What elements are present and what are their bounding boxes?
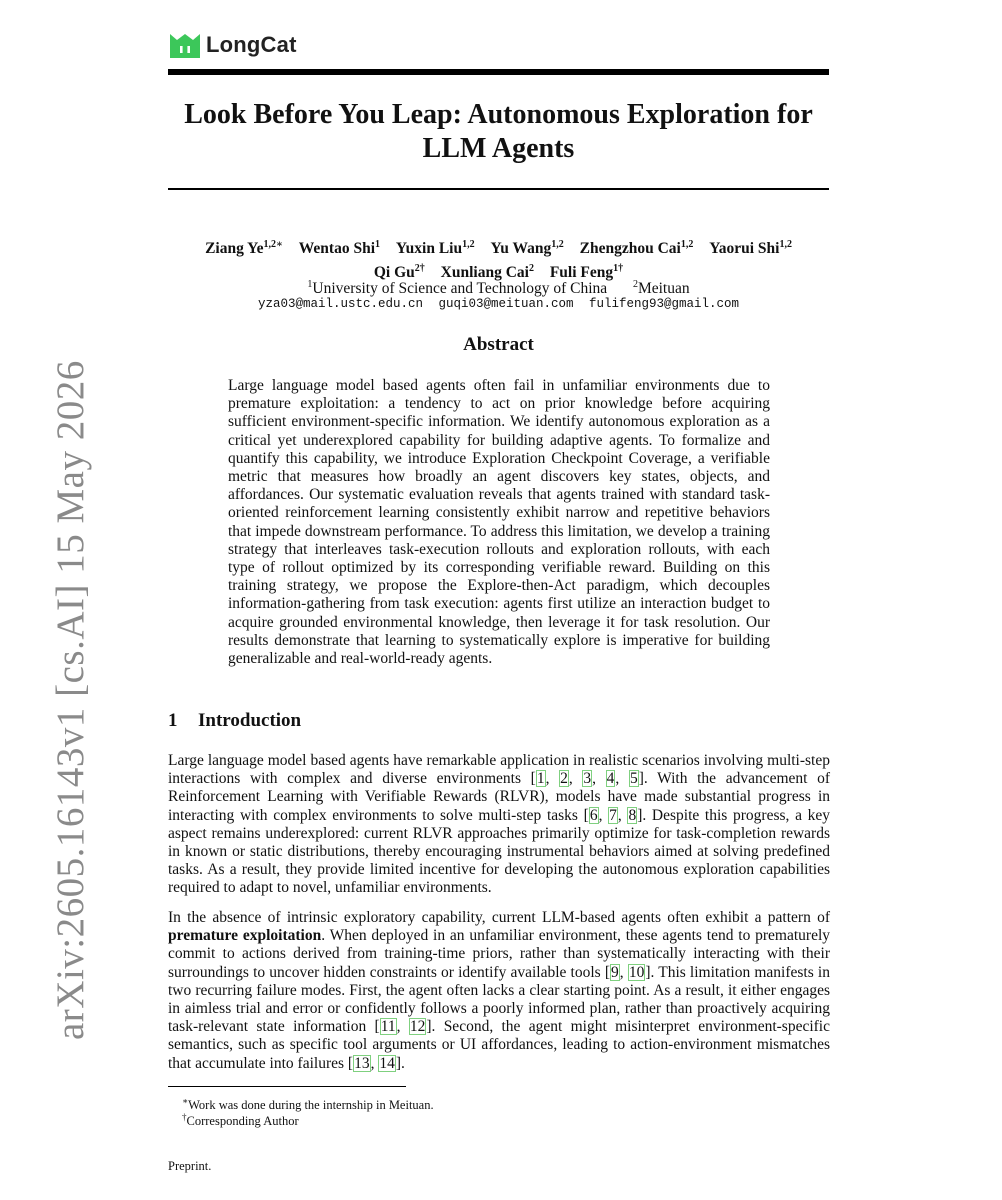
section-heading <box>168 710 301 732</box>
paper-title <box>168 98 829 166</box>
citation-link[interactable]: 9 <box>611 963 619 981</box>
citation-link[interactable]: 6 <box>589 806 598 824</box>
citation-link[interactable]: 14 <box>379 1054 395 1072</box>
title-rule <box>168 188 829 190</box>
longcat-logo <box>168 30 297 60</box>
author: Xunliang Cai$^2$ <box>440 263 534 282</box>
title-line-2: LLM Agents <box>422 133 575 164</box>
cat-logo-icon <box>168 31 202 59</box>
citation-link[interactable]: 3 <box>583 770 592 788</box>
brand-name: LongCat <box>206 32 297 57</box>
author: Zhengzhou Cai$^{1,2}$ <box>579 239 694 258</box>
abstract-heading: Abstract <box>463 334 534 355</box>
citation-link[interactable]: 5 <box>629 770 638 788</box>
abstract-text: Large language model based agents often fail in unfamiliar environments due to premature exploitation: a tendency to act on prior knowledge before acquiring sufficient environment-specific information. We identify autonomous exploration as a critical yet underexplored capability for building adaptive agents. To formalize and quantify this capability, we introduce Exploration Checkpoint Coverage, a verifiable metric that measures how broadly an agent discovers key states, objects, and affordances. Our systematic evaluation reveals that agents trained with standard task-oriented reinforcement learning consistently exhibit narrow and repetitive behaviors that impede downstream performance. To address this limitation, we develop a training strategy that interleaves task-execution rollouts and exploration rollouts, with each type of rollout optimized by its corresponding verifiable reward. Building on this training strategy, we propose the Explore-then-Act paradigm, which decouples information-gathering from task execution: agents first utilize an interaction budget to acquire grounded environmental knowledge, then leverage it for task resolution. Our results demonstrate that learning to systematically explore is imperative for building generalizable and real-world-ready agents. <box>228 377 770 668</box>
intro-paragraph-2: In the absence of intrinsic exploratory capability, current LLM-based agents often exhibit a pattern of premature exploitation. When deployed in an unfamiliar environment, these agents tend to prematurely commit to actions derived from training-time priors, rather than systematically interacting with their surroundings to uncover hidden constraints or identify available tools [9, 10]. This limitation manifests in two recurring failure modes. First, the agent often lacks a clear starting point. As a result, it either engages in aimless trial and error or confidently follows a poorly informed plan, rather than proactively acquiring task-relevant state information [11, 12]. Second, the agent might misinterpret environment-specific semantics, such as specific tool arguments or UI affordances, leading to action-environment mismatches that accumulate into failures [13, 14]. <box>168 909 831 1072</box>
footnote-rule <box>168 1086 406 1087</box>
citation-link[interactable]: 2 <box>560 770 568 788</box>
author: Fuli Feng$^{1\dagger}$ <box>549 263 624 282</box>
citation-link[interactable]: 13 <box>354 1054 370 1072</box>
citation-link[interactable]: 1 <box>536 770 545 788</box>
affiliation-ustc: University of Science and Technology of China <box>312 280 608 298</box>
section-title: Introduction <box>198 710 302 731</box>
citation-link[interactable]: 11 <box>380 1018 396 1036</box>
preprint-label: Preprint. <box>168 1159 212 1173</box>
citation-link[interactable]: 4 <box>606 770 615 788</box>
author: Ziang $Ye^{1,2∗}$ <box>205 239 283 258</box>
footnote: ∗Work was done during the internship in Meituan. <box>182 1096 434 1113</box>
footnote: †Corresponding Author <box>182 1112 299 1129</box>
citation-link[interactable]: 10 <box>628 963 645 981</box>
author-emails <box>168 297 829 311</box>
email[interactable]: fulifeng93@gmail.com <box>589 297 740 311</box>
affiliation-meituan: Meituan <box>637 280 690 298</box>
email[interactable]: yza03@mail.ustc.edu.cn <box>257 297 423 311</box>
author: Wentao Shi$^1$ <box>298 239 381 258</box>
top-rule <box>168 69 829 75</box>
citation-group: 1, 2, 3, 4, 5 <box>536 770 638 788</box>
arxiv-identifier: arXiv:2605.16143v1 [cs.AI] 15 May 2026 <box>49 360 92 1040</box>
citation-link[interactable]: 8 <box>628 806 637 824</box>
author: Qi $Gu^{2\dagger}$ <box>373 263 425 282</box>
citation-group: 6, 7, 8 <box>589 806 637 824</box>
author: Yaorui Shi$^{1,2}$ <box>709 239 792 258</box>
section-number: 1 <box>168 710 178 731</box>
intro-paragraph-1: Large language model based agents have remarkable application in realistic scenarios involving multi-step interactions with complex and diverse environments [1, 2, 3, 4, 5]. With the advancement of Reinforcement Learning with Verifiable Rewards (RLVR), models have made substantial progress in interacting with complex environments to solve multi-step tasks [6, 7, 8]. Despite this progress, a key aspect remains underexplored: current RLVR approaches primarily optimize for task-completion rewards in known or static distributions, thereby encouraging instrumental behaviors aimed at solving predefined tasks. As a result, they provide limited incentive for developing the autonomous exploration capabilities required to adapt to novel, unfamiliar environments. <box>168 752 831 897</box>
citation-link[interactable]: 7 <box>609 806 617 824</box>
title-line-1: Look Before You Leap: Autonomous Exploration for <box>184 99 813 130</box>
email[interactable]: guqi03@meituan.com <box>438 297 574 311</box>
author: Yu Wang$^{1,2}$ <box>490 239 564 258</box>
affiliations: $^1$University of Science and Technology of China $^2$Meituan <box>307 279 690 298</box>
citation-link[interactable]: 12 <box>409 1018 426 1036</box>
emphasis-premature-exploitation: premature exploitation <box>168 927 322 945</box>
author: Yuxin Liu$^{1,2}$ <box>395 239 475 258</box>
